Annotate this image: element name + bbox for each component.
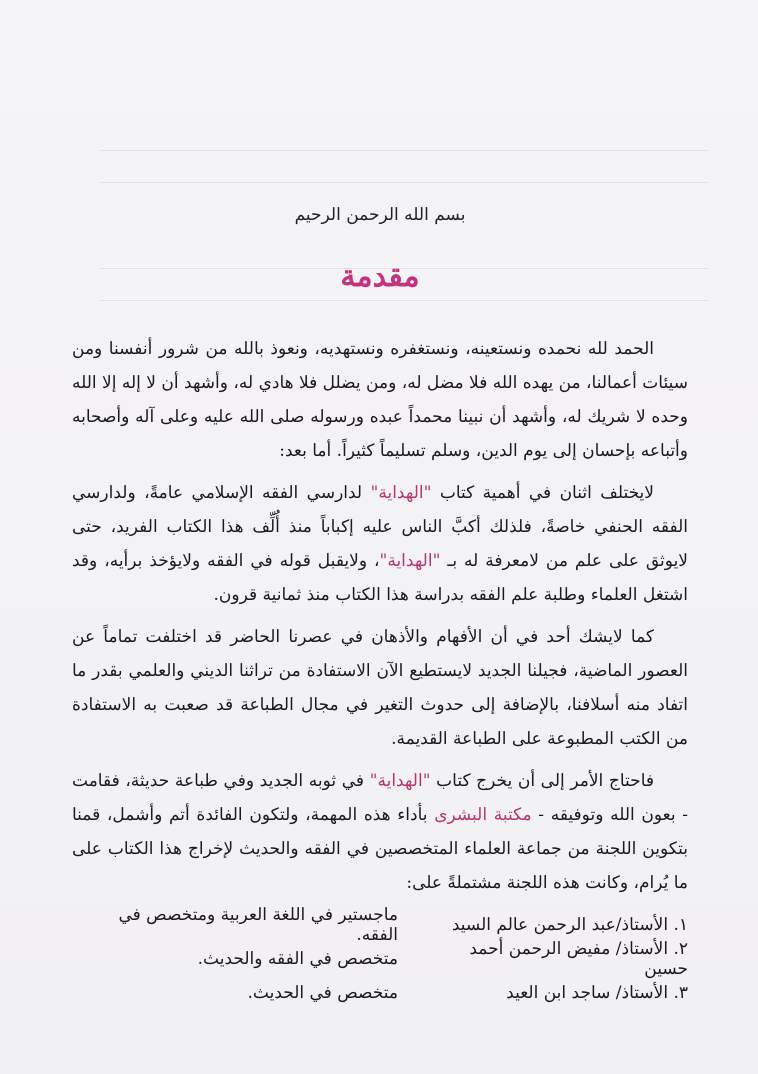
committee-member (72, 976, 688, 1010)
book-title-highlight: "الهداية" (379, 551, 441, 571)
member-name: ٣. الأستاذ/ ساجد ابن العيد (506, 983, 688, 1003)
paragraph-hidaya-importance (72, 476, 688, 612)
member-specialty: متخصص في الفقه والحديث. (197, 949, 398, 969)
book-title-highlight: "الهداية" (370, 483, 432, 503)
paragraph-text: فاحتاج الأمر إلى أن يخرج كتاب (430, 771, 654, 791)
committee-member (72, 905, 688, 945)
paragraph-text: بأداء هذه المهمة، ولتكون الفائدة أتم وأشمل، قمنا بتكوين اللجنة من جماعة العلماء المتخصصين في الفقه والحديث لإخراج هذا الكتاب على ما يُرام، وكانت هذه اللجنة مشتملةً على: (72, 805, 688, 893)
book-title-highlight: "الهداية" (369, 771, 431, 791)
publisher-highlight: مكتبة البشرى (434, 805, 532, 825)
bleed-through-line (100, 150, 708, 151)
paragraph-text: في ثوبه الجديد وفي طباعة حديثة، فقامت - بعون الله وتوفيقه - (72, 771, 689, 825)
page-content (72, 205, 688, 1010)
committee-list (72, 905, 688, 1010)
paragraph-text: ، ولايقبل قوله في الفقه ولايؤخذ برأيه، وقد اشتغل العلماء وطلبة علم الفقه بدراسة هذا الكتاب منذ ثمانية قرون. (72, 551, 688, 605)
member-name: ٢. الأستاذ/ مفيض الرحمن أحمد حسين (469, 939, 688, 979)
paragraph-changing-times (72, 620, 688, 756)
paragraph-text: الحمد لله نحمده ونستعينه، ونستغفره ونستهديه، ونعوذ بالله من شرور أنفسنا ومن سيئات أعمالنا، من يهده الله فلا مضل له، ومن يضلل فلا هادي له، وأشهد أن لا إله إلا الله وحده لا شريك له، وأشهد أن نبينا محمداً عبده ورسوله صلى الله عليه وعلى آله وأصحابه وأتباعه بإحسان إلى يوم الدين، وسلم تسليماً كثيراً. أما بعد: (72, 339, 688, 461)
paragraph-text: كما لايشك أحد في أن الأفهام والأذهان في عصرنا الحاضر قد اختلفت تماماً عن العصور الماضية، فجيلنا الجديد لايستطيع الآن الاستفادة من تراثنا الديني والعلمي بقدر ما اتفاد منه أسلافنا، بالإضافة إلى حدوث التغير في مجال الطباعة قد صعبت به الاستفادة من الكتب المطبوعة على الطباعة القديمة. (72, 627, 688, 749)
page-title: مقدمة (340, 259, 420, 294)
member-specialty: ماجستير في اللغة العربية ومتخصص في الفقه. (118, 905, 398, 945)
basmala: بسم الله الرحمن الرحيم (294, 205, 466, 225)
member-name: ١. الأستاذ/عبد الرحمن عالم السيد (451, 915, 688, 935)
bleed-through-line (100, 182, 708, 183)
paragraph-new-edition (72, 764, 688, 900)
committee-member (72, 939, 688, 979)
paragraph-text: لدارسي الفقه الإسلامي عامةً، ولدارسي الفقه الحنفي خاصةً، فلذلك أكبَّ الناس عليه إكباباً منذ أُلِّف هذا الكتاب الفريد، حتى لايوثق على علم من لامعرفة له بـ (72, 483, 688, 571)
paragraph-text: لايختلف اثنان في أهمية كتاب (431, 483, 654, 503)
member-specialty: متخصص في الحديث. (247, 983, 398, 1003)
paragraph-praise (72, 332, 688, 468)
